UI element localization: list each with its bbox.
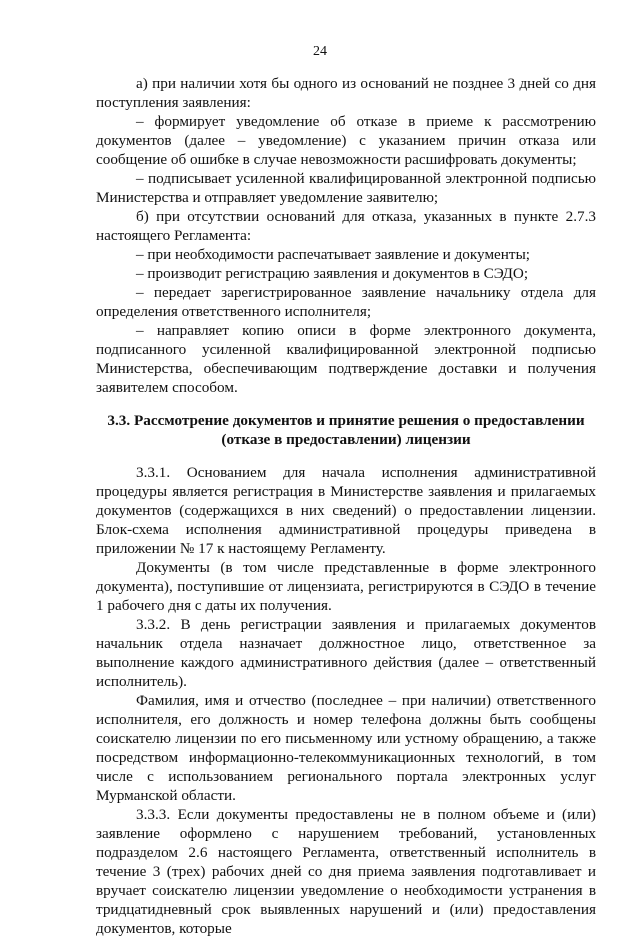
list-item-send-copy: – направляет копию описи в форме электронного документа, подписанного усиленной квалифицированной электронной подписью Министерства, обеспечивающим подтверждение доставки и получения заявителем способом. <box>96 322 596 396</box>
paragraph-documents: Документы (в том числе представленные в форме электронного документа), поступившие от лицензиата, регистрируются в СЭДО в течение 1 рабочего дня с даты их получения. <box>96 559 596 614</box>
list-item-transfer: – передает зарегистрированное заявление начальнику отдела для определения ответственного исполнителя; <box>96 284 596 320</box>
paragraph-b: б) при отсутствии оснований для отказа, указанных в пункте 2.7.3 настоящего Регламента: <box>96 208 596 244</box>
paragraph-3-3-2: 3.3.2. В день регистрации заявления и прилагаемых документов начальник отдела назначает должностное лицо, ответственное за выполнение каждого административного действия (далее – ответственный исполнитель). <box>96 616 596 690</box>
section-heading: 3.3. Рассмотрение документов и принятие решения о предоставлении (отказе в предоставлении) лицензии <box>107 412 585 448</box>
paragraph-a: а) при наличии хотя бы одного из оснований не позднее 3 дней со дня поступления заявления: <box>96 75 596 111</box>
paragraph-3-3-1: 3.3.1. Основанием для начала исполнения административной процедуры является регистрация в Министерстве заявления и прилагаемых документов (содержащихся в них сведений) о предоставлении лицензии. Блок-схема исполнения административной процедуры приведена в приложении № 17 к настоящему Регламенту. <box>96 464 596 557</box>
paragraph-contact-info: Фамилия, имя и отчество (последнее – при наличии) ответственного исполнителя, его должность и номер телефона должны быть сообщены соискателю лицензии по его письменному или устному обращению, а также посредством информационно-телекоммуникационных технологий, в том числе с использованием регионального портала электронных услуг Мурманской области. <box>96 692 596 804</box>
page-number: 24 <box>313 44 327 59</box>
document-body <box>96 74 596 938</box>
list-item-sign-notice: – подписывает усиленной квалифицированной электронной подписью Министерства и отправляет уведомление заявителю; <box>96 170 596 206</box>
list-item-register: – производит регистрацию заявления и документов в СЭДО; <box>136 265 529 282</box>
list-item-print: – при необходимости распечатывает заявление и документы; <box>136 246 530 263</box>
list-item-form-notice: – формирует уведомление об отказе в приеме к рассмотрению документов (далее – уведомление) с указанием причин отказа или сообщение об ошибке в случае невозможности расшифровать документы; <box>96 113 596 168</box>
paragraph-3-3-3: 3.3.3. Если документы предоставлены не в полном объеме и (или) заявление оформлено с нарушением требований, установленных подразделом 2.6 настоящего Регламента, ответственный исполнитель в течение 3 (трех) рабочих дней со дня приема заявления подготавливает и вручает соискателю лицензии уведомление о необходимости устранения в тридцатидневный срок выявленных нарушений и (или) предоставления документов, которые <box>96 806 596 937</box>
